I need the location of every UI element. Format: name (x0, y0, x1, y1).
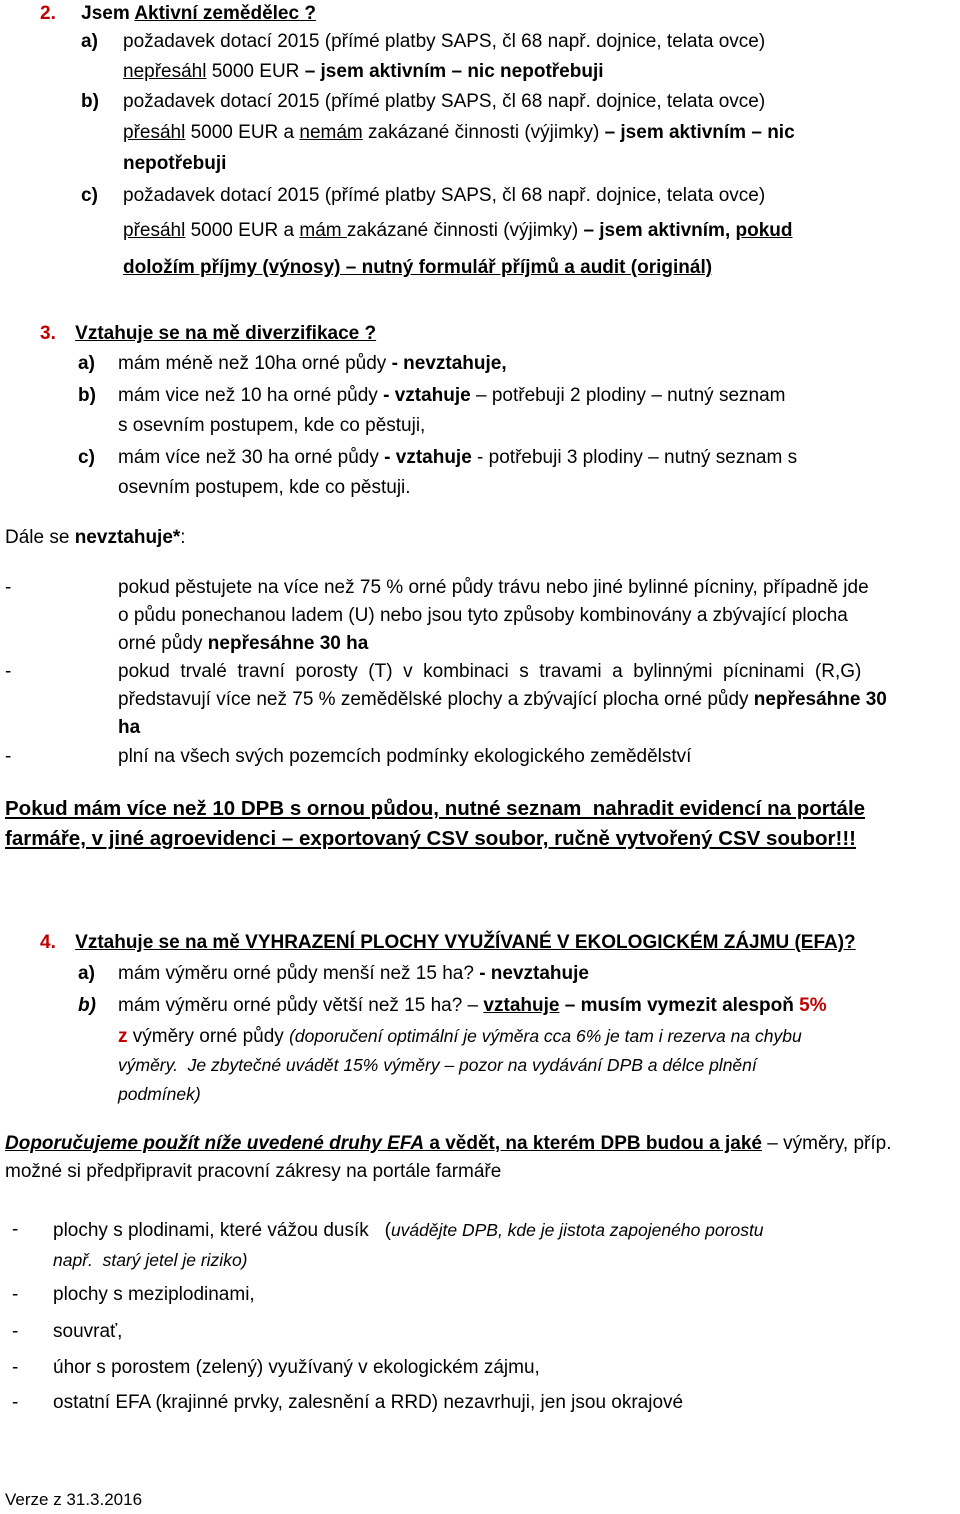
s2-c-line1: požadavek dotací 2015 (přímé platby SAPS, čl 68 např. dojnice, telata ovce) (123, 185, 766, 206)
s3-bullet-3: - (5, 746, 12, 767)
s4-bullet-2: - (12, 1284, 19, 1305)
s3-b-line2: s osevním postupem, kde co pěstuji, (118, 415, 426, 436)
s3-item3-line1: plní na všech svých pozemcích podmínky ekologického zemědělství (118, 746, 692, 767)
section-2-title: Aktivní zemědělec ? (134, 3, 316, 24)
s4-a-line: mám výměru orné půdy menší než 15 ha? - nevztahuje (118, 963, 589, 984)
s4-b-line2: z výměry orné půdy (doporučení optimální je výměra cca 6% je tam i rezerva na chybu (118, 1026, 802, 1047)
s3-c-line2: osevním postupem, kde co pěstuji. (118, 477, 411, 498)
s2-b-line1: požadavek dotací 2015 (přímé platby SAPS, čl 68 např. dojnice, telata ovce) (123, 91, 766, 112)
s3-a-line: mám méně než 10ha orné půdy - nevztahuje, (118, 353, 507, 374)
s2-b-label: b) (81, 91, 99, 112)
s3-c-label: c) (78, 447, 95, 468)
section-3-heading (40, 320, 376, 348)
s3-b-line1: mám vice než 10 ha orné půdy - vztahuje – potřebuji 2 plodiny – nutný seznam (118, 385, 786, 406)
s2-b-line3: nepotřebuji (123, 153, 227, 174)
section-4-number: 4. (40, 932, 56, 953)
section-2-number: 2. (40, 3, 56, 24)
s3-note-line2: farmáře, v jiné agroevidenci – exportovaný CSV soubor, ručně vytvořený CSV soubor!!! (5, 827, 857, 850)
s4-b-line3: výměry. Je zbytečné uvádět 15% výměry – pozor na vydávání DPB a délce plnění (118, 1055, 757, 1075)
section-2-heading: 2. Jsem Aktivní zemědělec ? (40, 3, 316, 24)
s4-efa-item3: souvrať, (53, 1321, 123, 1342)
s2-a-line1: požadavek dotací 2015 (přímé platby SAPS, čl 68 např. dojnice, telata ovce) (123, 31, 766, 52)
s4-efa-item1-line2: např. starý jetel je riziko) (53, 1250, 248, 1270)
section-3-number: 3. (40, 323, 56, 344)
s3-c-line1: mám více než 30 ha orné půdy - vztahuje - potřebuji 3 plodiny – nutný seznam s (118, 447, 798, 468)
s4-bullet-3: - (12, 1321, 19, 1342)
s4-bullet-1: - (12, 1219, 19, 1240)
s4-recommendation-line1: Doporučujeme použít níže uvedené druhy EFA a vědět, na kterém DPB budou a jaké – výměry, příp. (5, 1133, 892, 1154)
section-3-title: Vztahuje se na mě diverzifikace ? (75, 323, 377, 344)
s4-bullet-4: - (12, 1357, 19, 1378)
s3-dale-line: Dále se nevztahuje*: (5, 527, 186, 548)
s4-b-line1: mám výměru orné půdy větší než 15 ha? – vztahuje – musím vymezit alespoň 5% (118, 995, 827, 1016)
s3-item2-line3: ha (118, 717, 141, 738)
s4-b-label: b) (78, 995, 96, 1016)
s2-c-line3: doložím příjmy (výnosy) – nutný formulář příjmů a audit (originál) (123, 257, 713, 278)
section-4-title: Vztahuje se na mě VYHRAZENÍ PLOCHY VYUŽÍVANÉ V EKOLOGICKÉM ZÁJMU (EFA)? (75, 932, 856, 953)
s3-item1-line1: pokud pěstujete na více než 75 % orné půdy trávu nebo jiné bylinné pícniny, případně jde (118, 577, 869, 598)
footer-version: Verze z 31.3.2016 (5, 1490, 143, 1509)
s4-recommendation-line2: možné si předpřipravit pracovní zákresy na portále farmáře (5, 1161, 502, 1182)
s3-item1-line3: orné půdy nepřesáhne 30 ha (118, 633, 369, 654)
s4-efa-item2: plochy s meziplodinami, (53, 1284, 255, 1305)
s3-note-line1: Pokud mám více než 10 DPB s ornou půdou, nutné seznam nahradit evidencí na portále (5, 797, 866, 820)
s3-item2-line1: pokud trvalé travní porosty (T) v kombinaci s travami a bylinnými pícninami (R,G) (118, 661, 862, 682)
s2-c-label: c) (81, 185, 98, 206)
s2-b-line2: přesáhl 5000 EUR a nemám zakázané činnosti (výjimky) – jsem aktivním – nic (123, 122, 795, 143)
s2-a-label: a) (81, 31, 98, 52)
s3-bullet-1: - (5, 577, 12, 598)
s4-efa-item5: ostatní EFA (krajinné prvky, zalesnění a RRD) nezavrhuji, jen jsou okrajové (53, 1392, 684, 1413)
s3-item2-line2: představují více než 75 % zemědělské plochy a zbývající plocha orné půdy nepřesáhne 30 (118, 689, 887, 710)
s2-c-line2: přesáhl 5000 EUR a mám zakázané činnosti (výjimky) – jsem aktivním, pokud (123, 220, 793, 241)
s4-a-label: a) (78, 963, 95, 984)
s3-item1-line2: o půdu ponechanou ladem (U) nebo jsou tyto způsoby kombinovány a zbývající plocha (118, 605, 848, 626)
s4-efa-item1-line1: plochy s plodinami, které vážou dusík (uvádějte DPB, kde je jistota zapojeného porostu (53, 1220, 764, 1241)
s3-a-label: a) (78, 353, 95, 374)
s4-b-line4: podmínek) (118, 1084, 201, 1104)
s3-b-label: b) (78, 385, 96, 406)
s4-efa-item4: úhor s porostem (zelený) využívaný v ekologickém zájmu, (53, 1357, 540, 1378)
section-4-heading (40, 929, 856, 957)
s2-a-line2: nepřesáhl 5000 EUR – jsem aktivním – nic nepotřebuji (123, 61, 604, 82)
s4-bullet-5: - (12, 1392, 19, 1413)
s3-bullet-2: - (5, 661, 12, 682)
